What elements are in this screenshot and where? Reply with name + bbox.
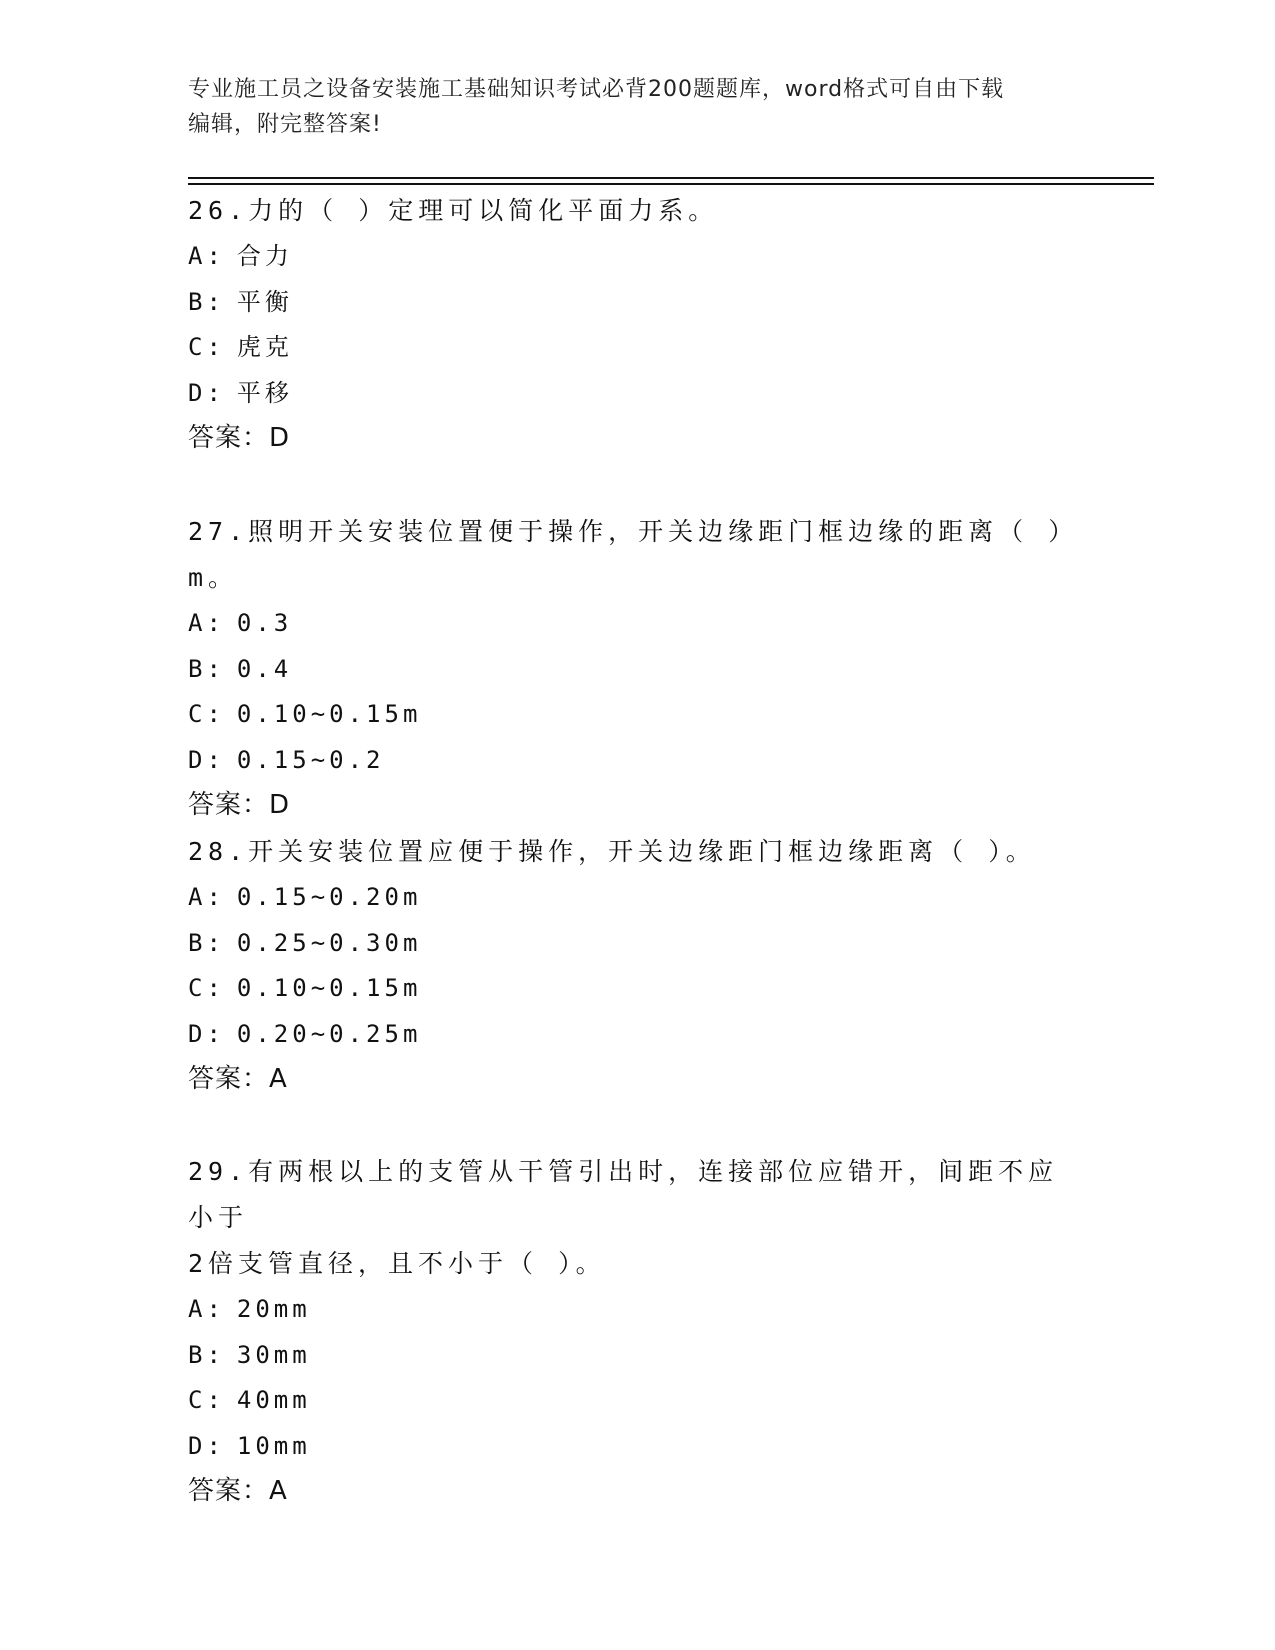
option-label: B: [188,928,225,957]
option-text: 0.4 [236,654,293,683]
option-a [188,1287,1088,1333]
header-divider-bottom [188,183,1154,185]
document-header [188,72,1068,142]
option-text: 0.15~0.20m [236,883,422,911]
option-d [188,1424,1088,1470]
option-text: 合力 [236,242,293,270]
option-label: C: [188,974,225,1003]
question-29 [188,1149,1088,1515]
option-b [188,921,1088,967]
answer: 答案：A [188,1476,288,1507]
option-b [188,280,1088,326]
option-label: A: [188,1295,225,1323]
question-text: 28.开关安装位置应便于操作，开关边缘距门框边缘距离（ ）。 [188,837,1036,866]
question-text: 27.照明开关安装位置便于操作，开关边缘距门框边缘的距离（ ）m。 [188,517,1079,592]
answer: 答案：D [188,790,291,821]
option-label: C: [188,700,225,729]
option-c [188,1378,1088,1424]
option-d [188,738,1088,784]
option-text: 虎克 [236,333,293,362]
option-label: A: [188,242,225,270]
option-text: 0.3 [236,609,293,637]
option-c [188,692,1088,738]
question-28 [188,829,1088,1103]
option-text: 30mm [236,1340,311,1369]
question-26 [188,188,1088,462]
option-text: 平移 [236,378,293,407]
header-divider-top [188,177,1154,179]
option-text: 0.10~0.15m [236,700,422,729]
option-text: 10mm [236,1431,311,1460]
option-text: 0.25~0.30m [236,928,422,957]
option-text: 0.15~0.2 [236,745,385,774]
answer: 答案：D [188,423,291,454]
option-b [188,647,1088,693]
option-label: B: [188,287,225,316]
option-label: D: [188,1019,225,1048]
option-label: B: [188,654,225,683]
question-27 [188,509,1088,829]
option-text: 40mm [236,1386,311,1415]
option-text: 0.20~0.25m [236,1019,422,1048]
option-label: D: [188,1431,225,1460]
option-text: 平衡 [236,287,293,316]
option-label: C: [188,333,225,362]
option-b [188,1333,1088,1379]
option-a [188,875,1088,921]
option-label: D: [188,745,225,774]
option-c [188,325,1088,371]
option-label: D: [188,378,225,407]
option-d [188,1012,1088,1058]
answer: 答案：A [188,1064,288,1095]
header-title-line-2: 编辑，附完整答案! [188,112,382,137]
option-label: A: [188,883,225,911]
option-c [188,966,1088,1012]
question-text: 26.力的（ ）定理可以简化平面力系。 [188,196,719,225]
option-label: A: [188,609,225,637]
header-title-line-1: 专业施工员之设备安装施工基础知识考试必背200题题库，word格式可自由下载 [188,77,1005,102]
option-d [188,371,1088,417]
option-text: 20mm [236,1295,311,1323]
question-text-line-1: 29.有两根以上的支管从干管引出时，连接部位应错开，间距不应小于 [188,1157,1059,1232]
question-text-line-2: 2倍支管直径，且不小于（ ）。 [188,1249,606,1278]
option-label: C: [188,1386,225,1415]
option-label: B: [188,1340,225,1369]
option-a [188,601,1088,647]
option-a [188,234,1088,280]
option-text: 0.10~0.15m [236,974,422,1003]
